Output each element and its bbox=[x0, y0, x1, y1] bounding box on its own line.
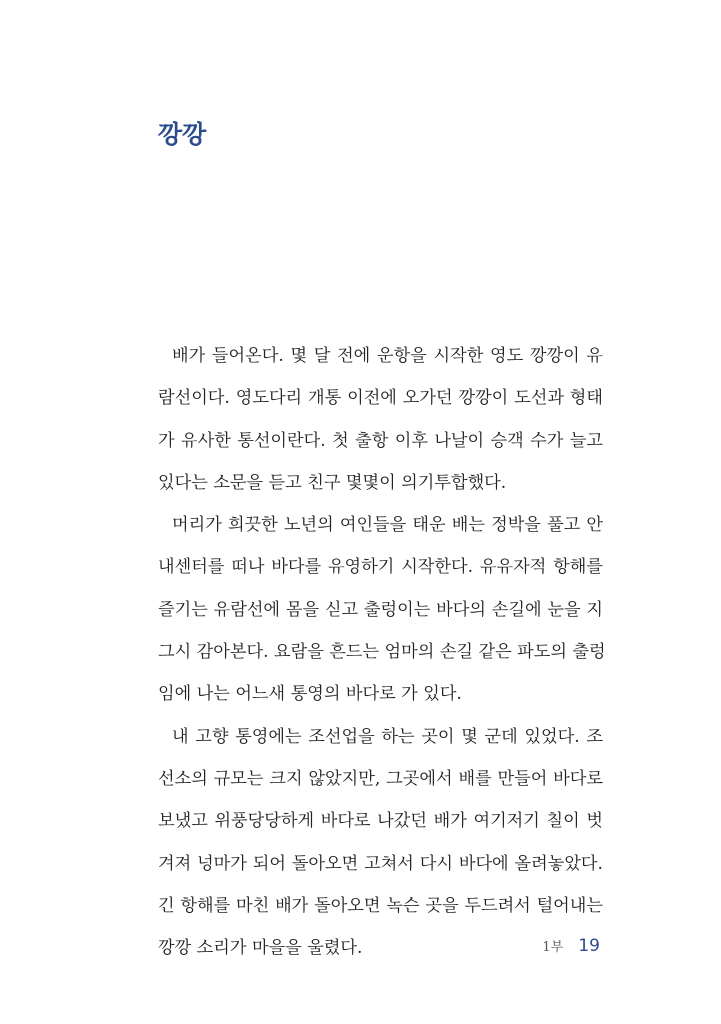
text-line: 있다는 소문을 듣고 친구 몇몇이 의기투합했다. bbox=[158, 472, 507, 493]
paragraph-1 bbox=[158, 335, 603, 504]
text-line: 람선이다. 영도다리 개통 이전에 오가던 깡깡이 도선과 형태 bbox=[158, 388, 603, 409]
text-line: 겨져 넝마가 되어 돌아오면 고쳐서 다시 바다에 올려놓았다. bbox=[158, 853, 603, 874]
text-line: 그시 감아본다. 요람을 흔드는 엄마의 손길 같은 파도의 출렁 bbox=[158, 642, 606, 663]
text-line: 긴 항해를 마친 배가 돌아오면 녹슨 곳을 두드려서 털어내는 bbox=[158, 895, 603, 916]
text-line: 머리가 희끗한 노년의 여인들을 태운 배는 정박을 풀고 안 bbox=[172, 515, 603, 536]
text-line: 깡깡 소리가 마을을 울렸다. bbox=[158, 938, 363, 959]
text-line: 즐기는 유람선에 몸을 싣고 출렁이는 바다의 손길에 눈을 지 bbox=[158, 599, 603, 620]
chapter-title: 깡깡 bbox=[158, 120, 207, 149]
page-number: 19 bbox=[578, 936, 600, 956]
paragraph-2 bbox=[158, 504, 606, 715]
text-line: 내 고향 통영에는 조선업을 하는 곳이 몇 군데 있었다. 조 bbox=[172, 726, 603, 747]
text-line: 보냈고 위풍당당하게 바다로 나갔던 배가 여기저기 칠이 벗 bbox=[158, 811, 603, 832]
page-footer bbox=[542, 936, 600, 956]
text-line: 내센터를 떠나 바다를 유영하기 시작한다. 유유자적 항해를 bbox=[158, 557, 603, 578]
body-text bbox=[158, 335, 606, 969]
text-line: 선소의 규모는 크지 않았지만, 그곳에서 배를 만들어 바다로 bbox=[158, 768, 603, 789]
part-label: 1부 bbox=[542, 940, 564, 955]
text-line: 배가 들어온다. 몇 달 전에 운항을 시작한 영도 깡깡이 유 bbox=[172, 346, 603, 366]
paragraph-3 bbox=[158, 716, 603, 970]
text-line: 가 유사한 통선이란다. 첫 출항 이후 나날이 승객 수가 늘고 bbox=[158, 430, 603, 451]
text-line: 임에 나는 어느새 통영의 바다로 가 있다. bbox=[158, 684, 462, 705]
